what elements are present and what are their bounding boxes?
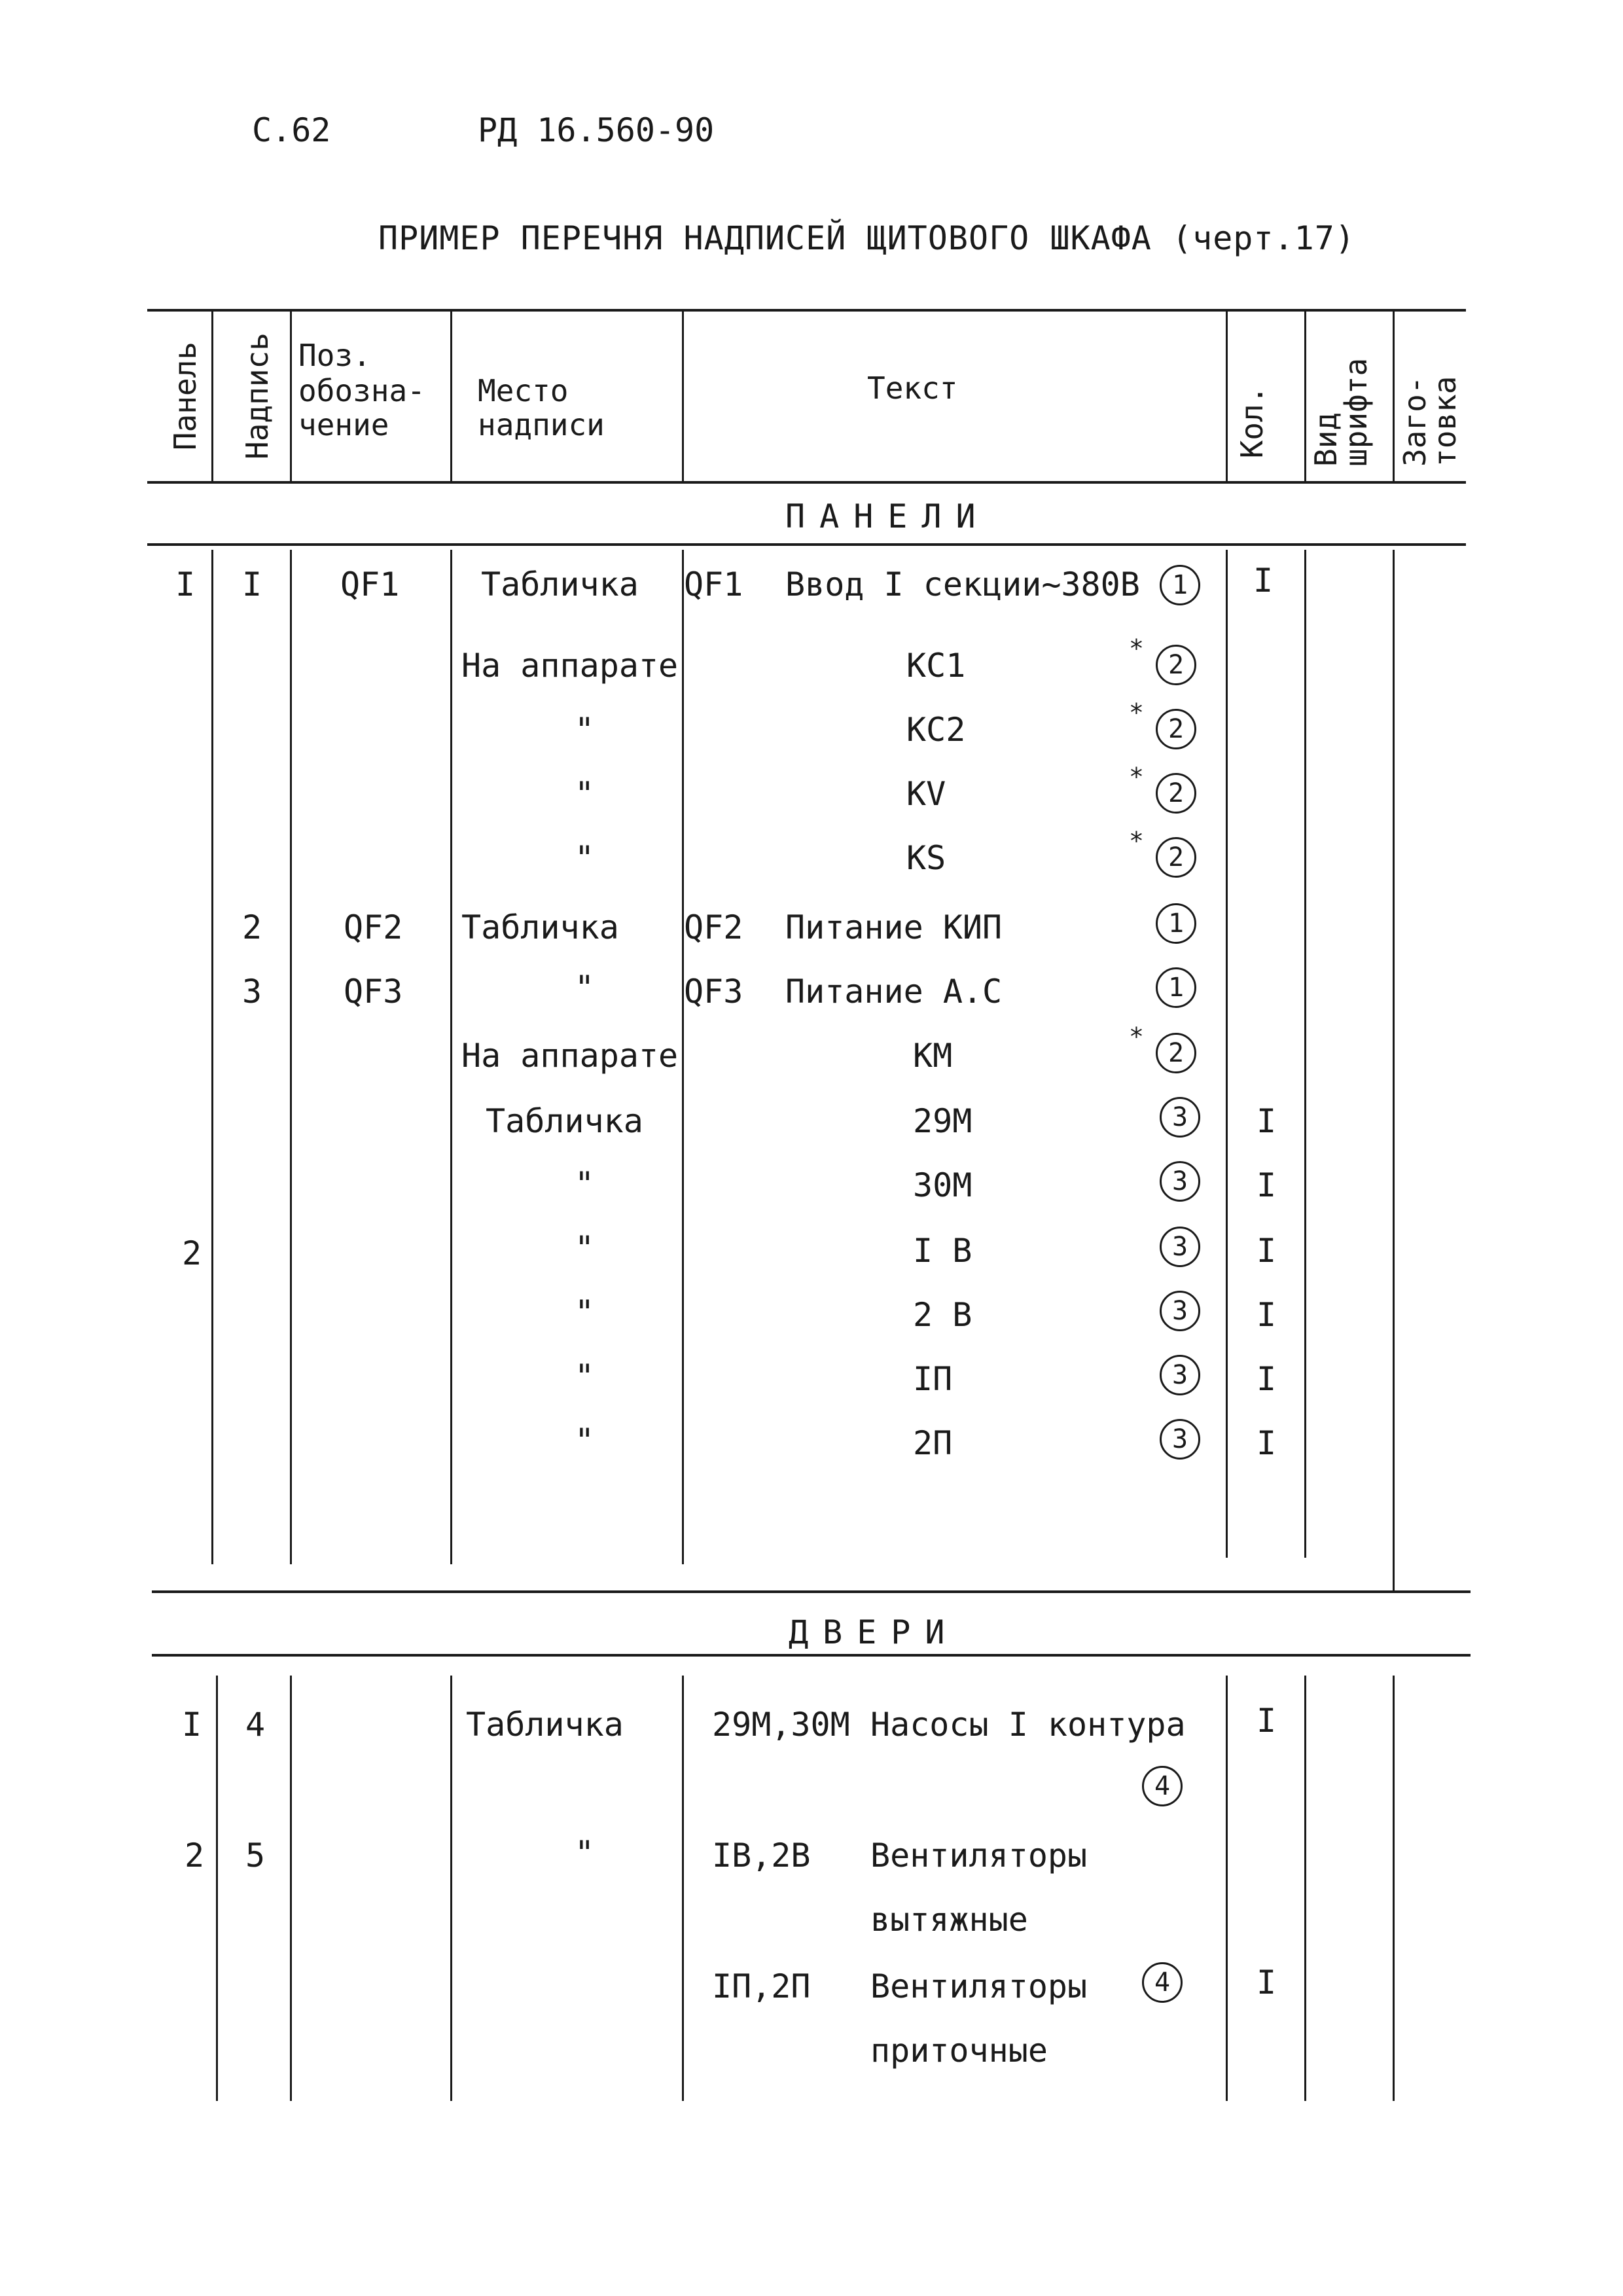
- cell-pos: QF2: [344, 908, 403, 946]
- cell-qty: I: [1257, 1360, 1277, 1398]
- col-divider: [1393, 309, 1395, 481]
- font-mark-circle: 2: [1156, 837, 1196, 878]
- cell-panel: 2: [182, 1234, 202, 1272]
- cell-place: ": [575, 1293, 595, 1331]
- cell-place: На аппарате: [461, 647, 679, 685]
- col-divider: [290, 309, 292, 481]
- cell-text: Питание А.С: [785, 973, 1003, 1011]
- doors-section-rule: [152, 1654, 1471, 1657]
- col-divider: [682, 309, 684, 481]
- cell-text: I В: [913, 1232, 972, 1270]
- cell-place: ": [575, 1165, 595, 1203]
- page-number: С.62: [252, 111, 331, 149]
- cell-inscription: 5: [245, 1837, 266, 1874]
- font-mark-circle: 3: [1160, 1227, 1200, 1267]
- cell-text-pos: QF2: [684, 908, 743, 946]
- cell-text-pos: QF3: [684, 973, 743, 1011]
- asterisk-mark: *: [1129, 762, 1144, 791]
- cell-text: КС1: [906, 647, 966, 685]
- col-divider: [211, 550, 213, 1564]
- font-mark-circle: 4: [1142, 1766, 1183, 1806]
- col-divider: [1393, 1676, 1395, 2101]
- cell-qty: I: [1257, 1964, 1277, 2001]
- cell-place: ": [575, 969, 595, 1007]
- font-mark-circle: 3: [1160, 1355, 1200, 1395]
- cell-qty: I: [1257, 1166, 1277, 1204]
- cell-text: 2П: [913, 1424, 953, 1462]
- cell-text: Насосы I контура: [870, 1706, 1186, 1744]
- col-divider: [216, 1676, 218, 2101]
- section-title-doors: ДВЕРИ: [789, 1613, 959, 1651]
- col-header-place-line1: Место: [478, 373, 569, 408]
- cell-qty: I: [1257, 1424, 1277, 1462]
- cell-place: На аппарате: [461, 1037, 679, 1075]
- col-header-font-line2: шрифта: [1338, 357, 1374, 467]
- col-divider: [290, 1676, 292, 2101]
- section-title-panels: ПАНЕЛИ: [785, 497, 990, 535]
- cell-text: 29М: [913, 1102, 972, 1140]
- font-mark-circle: 2: [1156, 645, 1196, 685]
- cell-text-pos: QF1: [684, 565, 743, 603]
- col-header-pos-line2: обозна-: [298, 373, 425, 408]
- col-divider: [1226, 1676, 1228, 2101]
- font-mark-circle: 1: [1156, 967, 1196, 1008]
- cell-panel: I: [175, 565, 196, 603]
- col-divider: [450, 1676, 452, 2101]
- cell-panel: I: [182, 1706, 202, 1744]
- cell-place: Табличка: [466, 1706, 624, 1744]
- header-bottom-rule: [147, 481, 1466, 484]
- asterisk-mark: *: [1129, 634, 1144, 663]
- col-header-panel: Панель: [168, 341, 203, 451]
- table-top-rule: [147, 309, 1466, 312]
- col-header-font-line1: Вид: [1308, 412, 1344, 467]
- cell-text: KV: [906, 775, 946, 813]
- cell-place: ": [575, 1229, 595, 1267]
- font-mark-circle: 1: [1160, 565, 1200, 605]
- cell-place: ": [575, 711, 595, 749]
- cell-text: КС2: [906, 711, 966, 749]
- font-mark-circle: 2: [1156, 1033, 1196, 1073]
- cell-inscription: I: [242, 565, 262, 603]
- col-divider: [682, 550, 684, 1564]
- cell-inscription: 2: [242, 908, 262, 946]
- col-divider: [1304, 309, 1306, 481]
- font-mark-circle: 3: [1160, 1291, 1200, 1331]
- col-header-text: Текст: [867, 370, 958, 406]
- cell-place: ": [575, 1834, 595, 1872]
- col-header-pos-line3: чение: [298, 407, 389, 442]
- cell-place: ": [575, 839, 595, 877]
- font-mark-circle: 2: [1156, 709, 1196, 749]
- asterisk-mark: *: [1129, 827, 1144, 855]
- cell-pos: QF3: [344, 973, 403, 1011]
- col-header-blank-line1: Заго-: [1397, 376, 1433, 467]
- col-divider: [211, 309, 213, 481]
- col-divider: [1393, 550, 1395, 1590]
- cell-text: KS: [906, 839, 946, 877]
- col-divider: [1304, 1676, 1306, 2101]
- cell-place: ": [575, 1422, 595, 1460]
- col-divider: [450, 550, 452, 1564]
- font-mark-circle: 2: [1156, 773, 1196, 814]
- font-mark-circle: 3: [1160, 1097, 1200, 1138]
- asterisk-mark: *: [1129, 698, 1144, 727]
- cell-text: IП: [913, 1360, 953, 1398]
- cell-text: Вентиляторы: [870, 1967, 1088, 2005]
- cell-text: 30М: [913, 1166, 972, 1204]
- page-title: ПРИМЕР ПЕРЕЧНЯ НАДПИСЕЙ ЩИТОВОГО ШКАФА (черт.17): [378, 219, 1355, 257]
- col-header-qty: Кол.: [1234, 386, 1270, 459]
- cell-pos: QF1: [340, 565, 400, 603]
- cell-text: Вентиляторы: [870, 1837, 1088, 1874]
- cell-place: Табличка: [486, 1102, 643, 1140]
- col-divider: [450, 309, 452, 481]
- cell-qty: I: [1257, 1296, 1277, 1334]
- panels-end-rule: [152, 1590, 1471, 1593]
- cell-text-pos: 29М,30М: [712, 1706, 850, 1744]
- cell-inscription: 4: [245, 1706, 266, 1744]
- font-mark-circle: 3: [1160, 1419, 1200, 1460]
- font-mark-circle: 1: [1156, 903, 1196, 944]
- col-header-inscription: Надпись: [240, 332, 275, 459]
- cell-qty: I: [1257, 1232, 1277, 1270]
- col-header-place-line2: надписи: [478, 407, 605, 442]
- cell-text: Ввод I секции~380В: [785, 565, 1140, 603]
- cell-place: Табличка: [481, 565, 639, 603]
- cell-place: ": [575, 1357, 595, 1395]
- col-divider: [1226, 309, 1228, 481]
- cell-inscription: 3: [242, 973, 262, 1011]
- col-divider: [1226, 550, 1228, 1558]
- font-mark-circle: 3: [1160, 1161, 1200, 1202]
- cell-qty: I: [1257, 1702, 1277, 1740]
- panels-section-rule: [147, 543, 1466, 546]
- font-mark-circle: 4: [1142, 1962, 1183, 2003]
- cell-place: ": [575, 775, 595, 813]
- cell-text-pos: IП,2П: [712, 1967, 811, 2005]
- cell-text-line2: вытяжные: [870, 1901, 1028, 1939]
- col-header-pos-line1: Поз.: [298, 338, 371, 373]
- cell-text-pos: IВ,2В: [712, 1837, 811, 1874]
- cell-text-line2: приточные: [870, 2032, 1048, 2070]
- col-divider: [682, 1676, 684, 2101]
- cell-panel: 2: [185, 1837, 205, 1874]
- col-divider: [1304, 550, 1306, 1558]
- document-code: РД 16.560-90: [478, 111, 715, 149]
- cell-qty: I: [1257, 1102, 1277, 1140]
- cell-text: Питание КИП: [785, 908, 1003, 946]
- col-header-blank-line2: товка: [1427, 376, 1463, 467]
- cell-text: 2 В: [913, 1296, 972, 1334]
- col-divider: [290, 550, 292, 1564]
- cell-text: КМ: [913, 1037, 953, 1075]
- cell-place: Табличка: [461, 908, 619, 946]
- asterisk-mark: *: [1129, 1022, 1144, 1051]
- cell-qty: I: [1253, 562, 1274, 600]
